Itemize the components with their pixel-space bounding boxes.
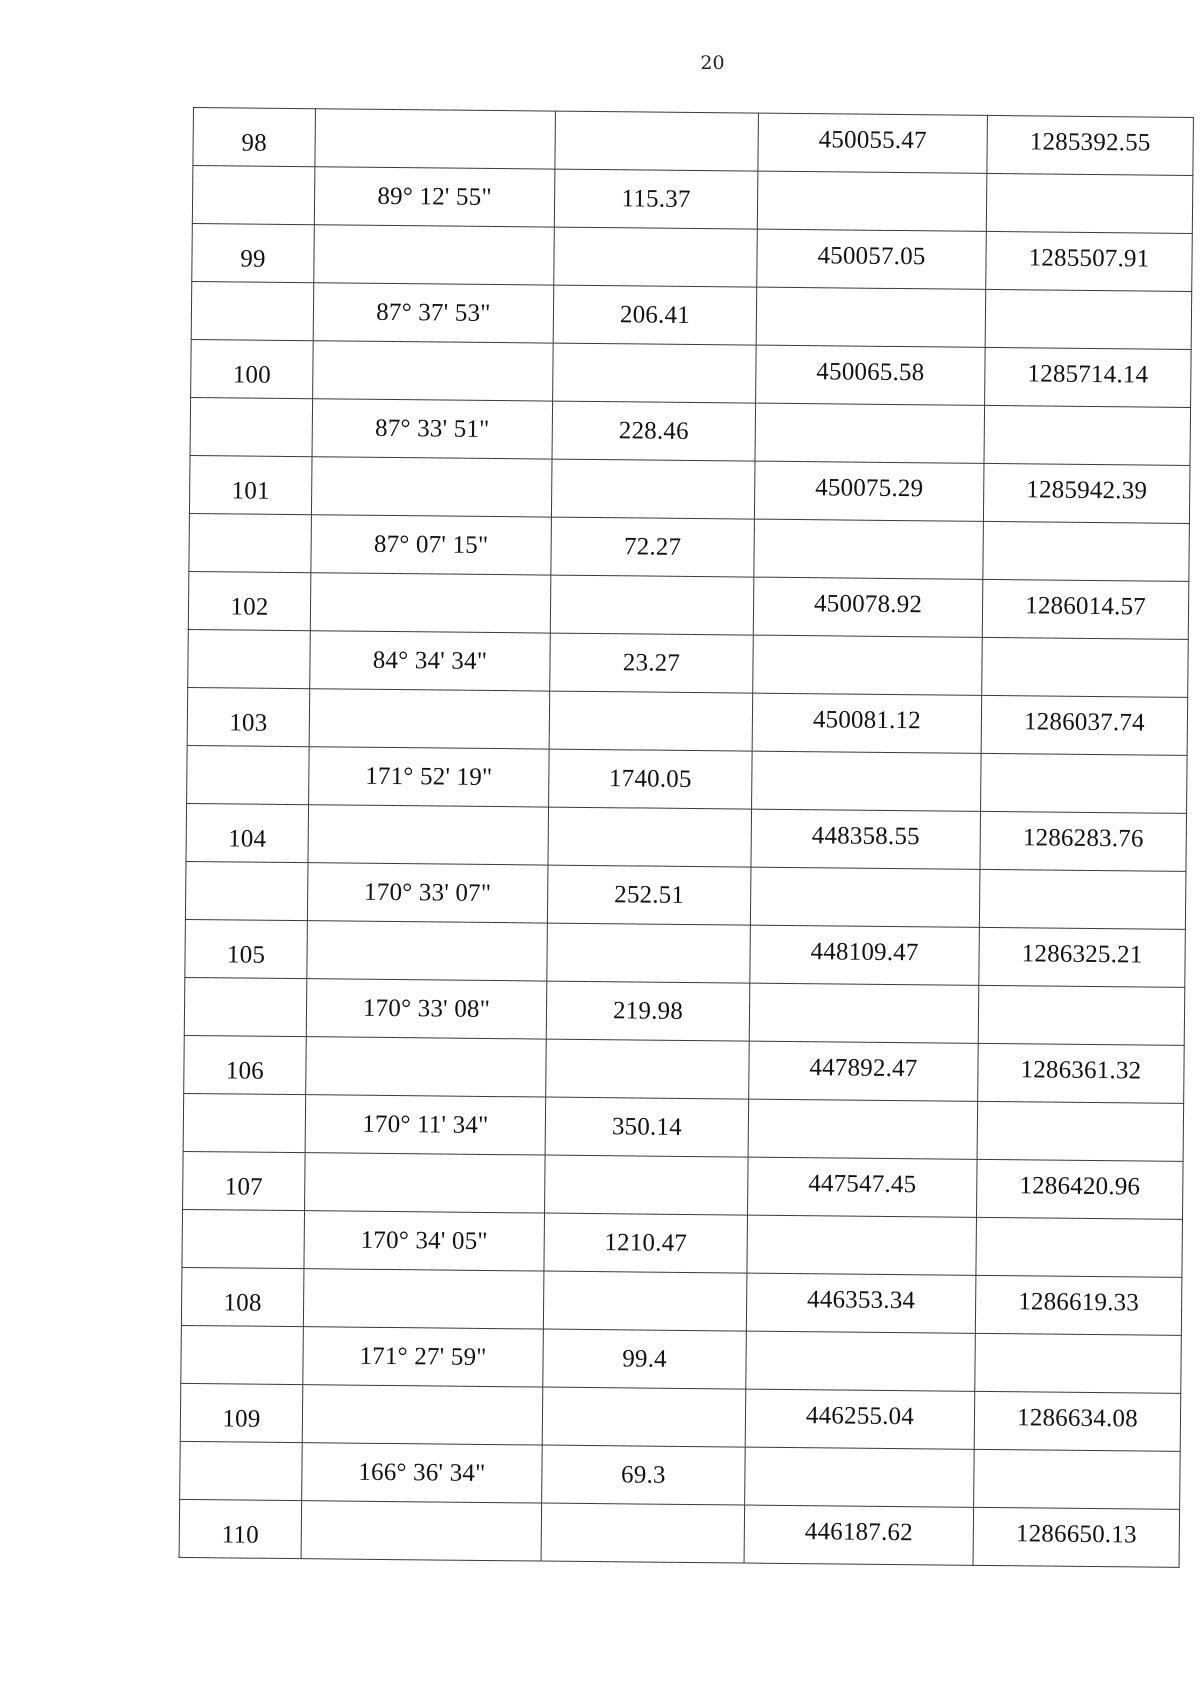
point-number-cell: 101	[189, 455, 312, 514]
coordinates-table	[179, 107, 1194, 1568]
empty-distance-cell	[548, 807, 752, 867]
x-coordinate-cell: 446353.34	[746, 1273, 976, 1333]
empty-angle-cell	[311, 457, 552, 517]
y-coordinate-cell: 1286361.32	[978, 1043, 1185, 1103]
empty-distance-cell	[554, 227, 758, 287]
point-number-cell: 99	[192, 223, 315, 282]
table-row-point	[188, 571, 1189, 639]
distance-cell: 252.51	[547, 865, 751, 925]
point-number-cell: 106	[184, 1035, 307, 1094]
point-number-cell: 100	[191, 339, 314, 398]
table-row-segment	[188, 629, 1189, 697]
bearing-angle-cell: 87° 37' 53"	[313, 283, 554, 343]
y-coordinate-cell: 1286283.76	[980, 811, 1187, 871]
x-coordinate-cell: 448109.47	[750, 925, 980, 985]
empty-distance-cell	[547, 923, 751, 983]
empty-point-cell	[188, 629, 311, 688]
point-number-cell: 103	[187, 687, 310, 746]
table-row-point	[193, 108, 1194, 176]
empty-point-cell	[180, 1441, 303, 1500]
empty-distance-cell	[543, 1271, 747, 1331]
y-coordinate-cell: 1286014.57	[982, 579, 1189, 639]
bearing-angle-cell: 171° 52' 19"	[309, 747, 550, 807]
empty-x-cell	[747, 1215, 977, 1275]
y-coordinate-cell: 1286420.96	[976, 1159, 1183, 1219]
empty-point-cell	[187, 745, 310, 804]
table-row-point	[181, 1267, 1182, 1335]
empty-point-cell	[181, 1325, 304, 1384]
bearing-angle-cell: 84° 34' 34"	[310, 631, 551, 691]
x-coordinate-cell: 450078.92	[753, 577, 983, 637]
empty-point-cell	[191, 281, 314, 340]
empty-y-cell	[981, 753, 1188, 813]
x-coordinate-cell: 447547.45	[748, 1157, 978, 1217]
y-coordinate-cell: 1285942.39	[983, 463, 1190, 523]
empty-angle-cell	[315, 109, 556, 169]
distance-cell: 72.27	[551, 517, 755, 577]
empty-angle-cell	[305, 1153, 546, 1213]
bearing-angle-cell: 170° 33' 07"	[307, 863, 548, 923]
table-row-point	[192, 223, 1193, 291]
distance-cell: 23.27	[550, 633, 754, 693]
empty-x-cell	[754, 519, 984, 579]
table-row-segment	[191, 281, 1192, 349]
table-row-segment	[180, 1441, 1181, 1509]
x-coordinate-cell: 450057.05	[757, 229, 987, 289]
table-row-point	[185, 919, 1186, 987]
x-coordinate-cell: 447892.47	[749, 1041, 979, 1101]
table-row-segment	[184, 977, 1185, 1045]
x-coordinate-cell: 446255.04	[745, 1389, 975, 1449]
empty-angle-cell	[308, 805, 549, 865]
empty-y-cell	[982, 637, 1189, 697]
empty-distance-cell	[541, 1503, 745, 1563]
empty-y-cell	[983, 521, 1190, 581]
y-coordinate-cell: 1285507.91	[986, 231, 1193, 291]
empty-x-cell	[745, 1447, 975, 1507]
distance-cell: 219.98	[546, 981, 750, 1041]
empty-angle-cell	[301, 1501, 542, 1561]
empty-distance-cell	[550, 575, 754, 635]
table-row-segment	[182, 1209, 1183, 1277]
distance-cell: 206.41	[553, 285, 757, 345]
empty-x-cell	[753, 635, 983, 695]
bearing-angle-cell: 170° 11' 34"	[305, 1095, 546, 1155]
empty-y-cell	[986, 173, 1193, 233]
table-row-point	[184, 1035, 1185, 1103]
empty-angle-cell	[313, 341, 554, 401]
x-coordinate-cell: 450055.47	[758, 113, 988, 173]
empty-y-cell	[985, 289, 1192, 349]
empty-x-cell	[748, 1099, 978, 1159]
point-number-cell: 98	[193, 108, 316, 167]
table-row-segment	[187, 745, 1188, 813]
distance-cell: 69.3	[542, 1445, 746, 1505]
y-coordinate-cell: 1286650.13	[973, 1507, 1180, 1567]
table-row-point	[186, 803, 1187, 871]
table-row-point	[187, 687, 1188, 755]
empty-angle-cell	[303, 1269, 544, 1329]
point-number-cell: 110	[179, 1499, 302, 1558]
table-row-point	[191, 339, 1192, 407]
distance-cell: 1740.05	[549, 749, 753, 809]
point-number-cell: 108	[181, 1267, 304, 1326]
empty-distance-cell	[542, 1387, 746, 1447]
table-row-segment	[183, 1093, 1184, 1161]
empty-distance-cell	[555, 111, 759, 171]
empty-y-cell	[984, 405, 1191, 465]
empty-distance-cell	[551, 459, 755, 519]
y-coordinate-cell: 1286037.74	[981, 695, 1188, 755]
point-number-cell: 104	[186, 803, 309, 862]
table-row-point	[189, 455, 1190, 523]
x-coordinate-cell: 450081.12	[752, 693, 982, 753]
table-row-segment	[190, 397, 1191, 465]
bearing-angle-cell: 170° 34' 05"	[304, 1211, 545, 1271]
distance-cell: 99.4	[543, 1329, 747, 1389]
empty-distance-cell	[553, 343, 757, 403]
empty-distance-cell	[546, 1039, 750, 1099]
y-coordinate-cell: 1285392.55	[987, 115, 1194, 175]
empty-x-cell	[746, 1331, 976, 1391]
empty-angle-cell	[310, 573, 551, 633]
empty-y-cell	[974, 1449, 1181, 1509]
empty-point-cell	[183, 1093, 306, 1152]
empty-x-cell	[755, 403, 985, 463]
empty-angle-cell	[306, 1037, 547, 1097]
empty-y-cell	[978, 985, 1185, 1045]
x-coordinate-cell: 450075.29	[754, 461, 984, 521]
empty-y-cell	[977, 1101, 1184, 1161]
y-coordinate-cell: 1286325.21	[979, 927, 1186, 987]
empty-x-cell	[756, 287, 986, 347]
coordinates-table-wrapper	[179, 107, 1194, 1568]
y-coordinate-cell: 1286634.08	[974, 1391, 1181, 1451]
y-coordinate-cell: 1285714.14	[985, 347, 1192, 407]
empty-point-cell	[182, 1209, 305, 1268]
bearing-angle-cell: 87° 07' 15"	[311, 515, 552, 575]
point-number-cell: 102	[188, 571, 311, 630]
empty-x-cell	[752, 751, 982, 811]
bearing-angle-cell: 166° 36' 34"	[302, 1443, 543, 1503]
empty-distance-cell	[549, 691, 753, 751]
x-coordinate-cell: 448358.55	[751, 809, 981, 869]
empty-angle-cell	[307, 921, 548, 981]
x-coordinate-cell: 450065.58	[756, 345, 986, 405]
distance-cell: 228.46	[552, 401, 756, 461]
page-number: 20	[700, 52, 725, 74]
coordinates-table-body	[179, 108, 1193, 1568]
empty-y-cell	[976, 1217, 1183, 1277]
empty-x-cell	[749, 983, 979, 1043]
empty-x-cell	[750, 867, 980, 927]
table-row-point	[179, 1499, 1180, 1567]
empty-point-cell	[185, 861, 308, 920]
empty-x-cell	[757, 171, 987, 231]
table-row-segment	[185, 861, 1186, 929]
x-coordinate-cell: 446187.62	[744, 1505, 974, 1565]
empty-angle-cell	[302, 1385, 543, 1445]
y-coordinate-cell: 1286619.33	[975, 1275, 1182, 1335]
table-row-segment	[189, 513, 1190, 581]
distance-cell: 115.37	[554, 169, 758, 229]
distance-cell: 1210.47	[544, 1213, 748, 1273]
empty-angle-cell	[309, 689, 550, 749]
point-number-cell: 107	[183, 1151, 306, 1210]
empty-y-cell	[979, 869, 1186, 929]
empty-y-cell	[975, 1333, 1182, 1393]
bearing-angle-cell: 170° 33' 08"	[306, 979, 547, 1039]
empty-point-cell	[190, 397, 313, 456]
empty-point-cell	[184, 977, 307, 1036]
table-row-point	[183, 1151, 1184, 1219]
table-row-segment	[192, 166, 1193, 234]
table-row-segment	[181, 1325, 1182, 1393]
point-number-cell: 105	[185, 919, 308, 978]
empty-point-cell	[189, 513, 312, 572]
bearing-angle-cell: 87° 33' 51"	[312, 399, 553, 459]
bearing-angle-cell: 89° 12' 55"	[314, 167, 555, 227]
distance-cell: 350.14	[545, 1097, 749, 1157]
empty-point-cell	[192, 166, 315, 225]
bearing-angle-cell: 171° 27' 59"	[303, 1327, 544, 1387]
point-number-cell: 109	[180, 1383, 303, 1442]
empty-angle-cell	[314, 225, 555, 285]
table-row-point	[180, 1383, 1181, 1451]
empty-distance-cell	[545, 1155, 749, 1215]
